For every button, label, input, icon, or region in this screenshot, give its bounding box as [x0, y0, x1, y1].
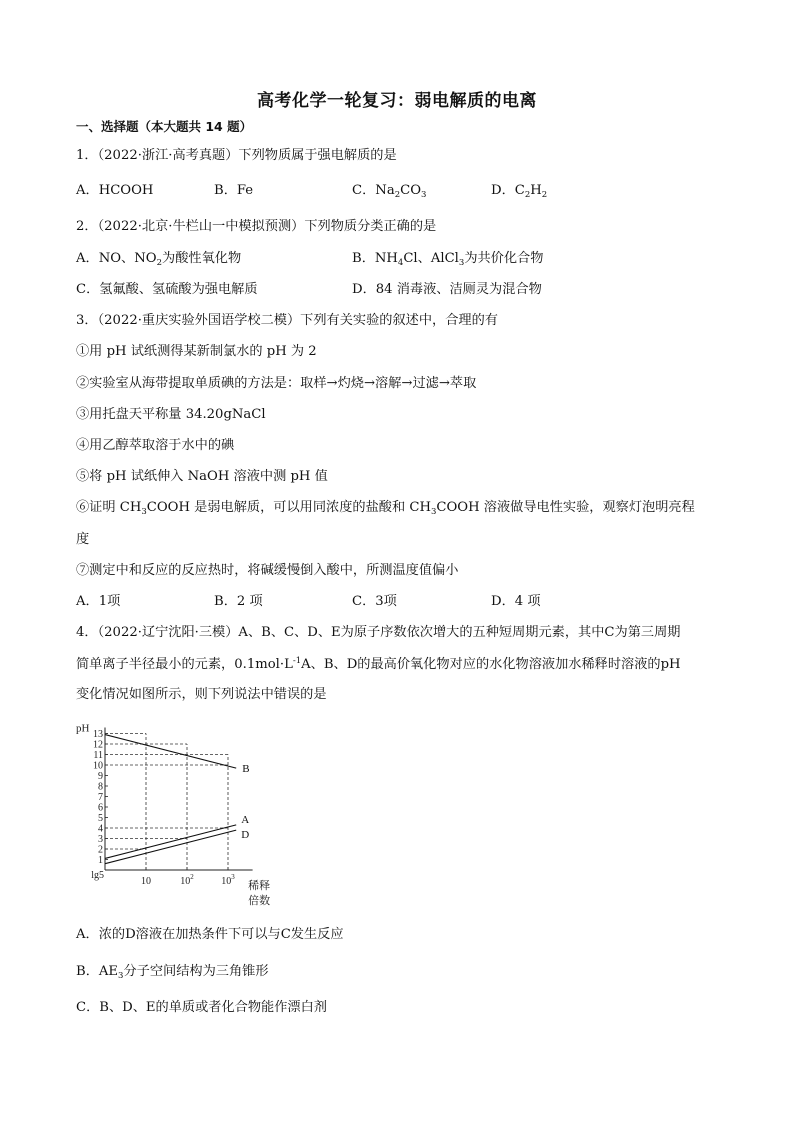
y-tick-label: 7: [98, 792, 103, 803]
series-line-D: [105, 830, 236, 864]
y-tick-label: 8: [98, 781, 103, 793]
question-3-item: ⑥证明 $CH_3COOH$ 是弱电解质，可以用同浓度的盐酸和 $CH_3COOH$ 溶液做导电性实验，观察灯泡明亮程: [76, 500, 695, 517]
x-axis-label: 稀释: [248, 880, 271, 892]
question-3-item: ⑦测定中和反应的反应热时，将碱缓慢倒入酸中，所测温度值偏小: [76, 563, 459, 578]
y-tick-label: 13: [93, 729, 103, 740]
question-3-item-continuation: 度: [76, 532, 90, 547]
origin-label: lg5: [91, 870, 104, 881]
question-4-stem-line1: 4．（2022·辽宁沈阳·三模）A、B、C、D、E为原子序数依次增大的五种短周期元素，其中C为第三周期: [76, 625, 681, 640]
x-axis-label: 倍数: [248, 895, 271, 907]
y-tick-label: 5: [98, 813, 103, 824]
question-2-option-c: C．氢氟酸、氢硫酸为强电解质: [76, 282, 258, 297]
question-1-option-a: A．HCOOH: [76, 183, 154, 198]
x-tick-label: $10^2$: [180, 873, 194, 887]
series-label-A: A: [241, 813, 250, 826]
question-3-item: ①用 pH 试纸测得某新制氯水的 pH 为 2: [76, 344, 317, 359]
y-tick-label: 3: [98, 834, 103, 845]
question-2-stem: 2．（2022·北京·牛栏山一中模拟预测）下列物质分类正确的是: [76, 219, 437, 234]
y-axis-label: pH: [76, 722, 90, 735]
series-line-B: [105, 735, 236, 769]
question-3-stem: 3．（2022·重庆实验外国语学校二模）下列有关实验的叙述中，合理的有: [76, 313, 498, 328]
question-1-stem: 1．（2022·浙江·高考真题）下列物质属于强电解质的是: [76, 148, 397, 163]
question-2-option-b: B．$NH_4Cl$、AlCl$_3$为共价化合物: [352, 251, 544, 268]
page-title: 高考化学一轮复习：弱电解质的电离: [257, 91, 537, 111]
x-tick-exponent: 2: [190, 873, 194, 881]
question-3-option-b: B．2 项: [214, 594, 263, 609]
question-3-item: ⑤将 pH 试纸伸入 NaOH 溶液中测 pH 值: [76, 469, 328, 484]
question-3-item: ②实验室从海带提取单质碘的方法是：取样→灼烧→溶解→过滤→萃取: [76, 376, 477, 391]
section-heading: 一、选择题（本大题共 14 题）: [76, 119, 253, 134]
y-tick-label: 1: [98, 855, 103, 866]
question-3-item: ③用托盘天平称量 34.20gNaCl: [76, 407, 266, 422]
x-tick-exponent: 3: [231, 873, 235, 881]
question-1-option-c: C．$Na_2CO_3$: [352, 183, 427, 200]
x-tick-label: $10^3$: [221, 873, 235, 887]
question-4-option-c: C．B、D、E的单质或者化合物能作漂白剂: [76, 1000, 327, 1015]
x-tick-label: 10: [141, 876, 151, 887]
question-3-option-d: D．4 项: [491, 594, 541, 609]
question-3-option-a: A．1项: [76, 594, 121, 609]
question-2-option-a: A．NO、$NO_2$为酸性氧化物: [76, 251, 242, 268]
series-line-A: [105, 825, 236, 859]
question-3-item: ④用乙醇萃取溶于水中的碘: [76, 438, 235, 453]
question-4-option-a: A．浓的D溶液在加热条件下可以与C发生反应: [76, 927, 344, 942]
y-tick-label: 4: [98, 823, 103, 835]
series-label-B: B: [242, 763, 250, 776]
y-tick-label: 2: [98, 844, 103, 856]
ph-dilution-chart: [74, 708, 304, 923]
y-tick-label: 10: [93, 760, 103, 772]
y-tick-label: 12: [93, 739, 103, 751]
question-3-option-c: C．3项: [352, 594, 397, 609]
y-tick-label: 9: [98, 771, 103, 782]
question-1-option-b: B．Fe: [214, 183, 254, 198]
question-1-option-d: D．$C_2H_2$: [491, 183, 548, 200]
question-4-stem-line3: 变化情况如图所示，则下列说法中错误的是: [76, 687, 327, 702]
question-4-stem-line2: 简单离子半径最小的元素，$0.1mol\cdot L^{-1}A$、B、D的最高价氧化物对应的水化物溶液加水稀释时溶液的pH: [76, 656, 681, 672]
series-label-D: D: [241, 829, 250, 842]
y-tick-label: 11: [93, 750, 103, 761]
question-4-option-b: B．$AE_3$分子空间结构为三角锥形: [76, 964, 269, 981]
y-tick-label: 6: [98, 802, 103, 814]
question-2-option-d: D．84 消毒液、洁厕灵为混合物: [352, 282, 542, 297]
